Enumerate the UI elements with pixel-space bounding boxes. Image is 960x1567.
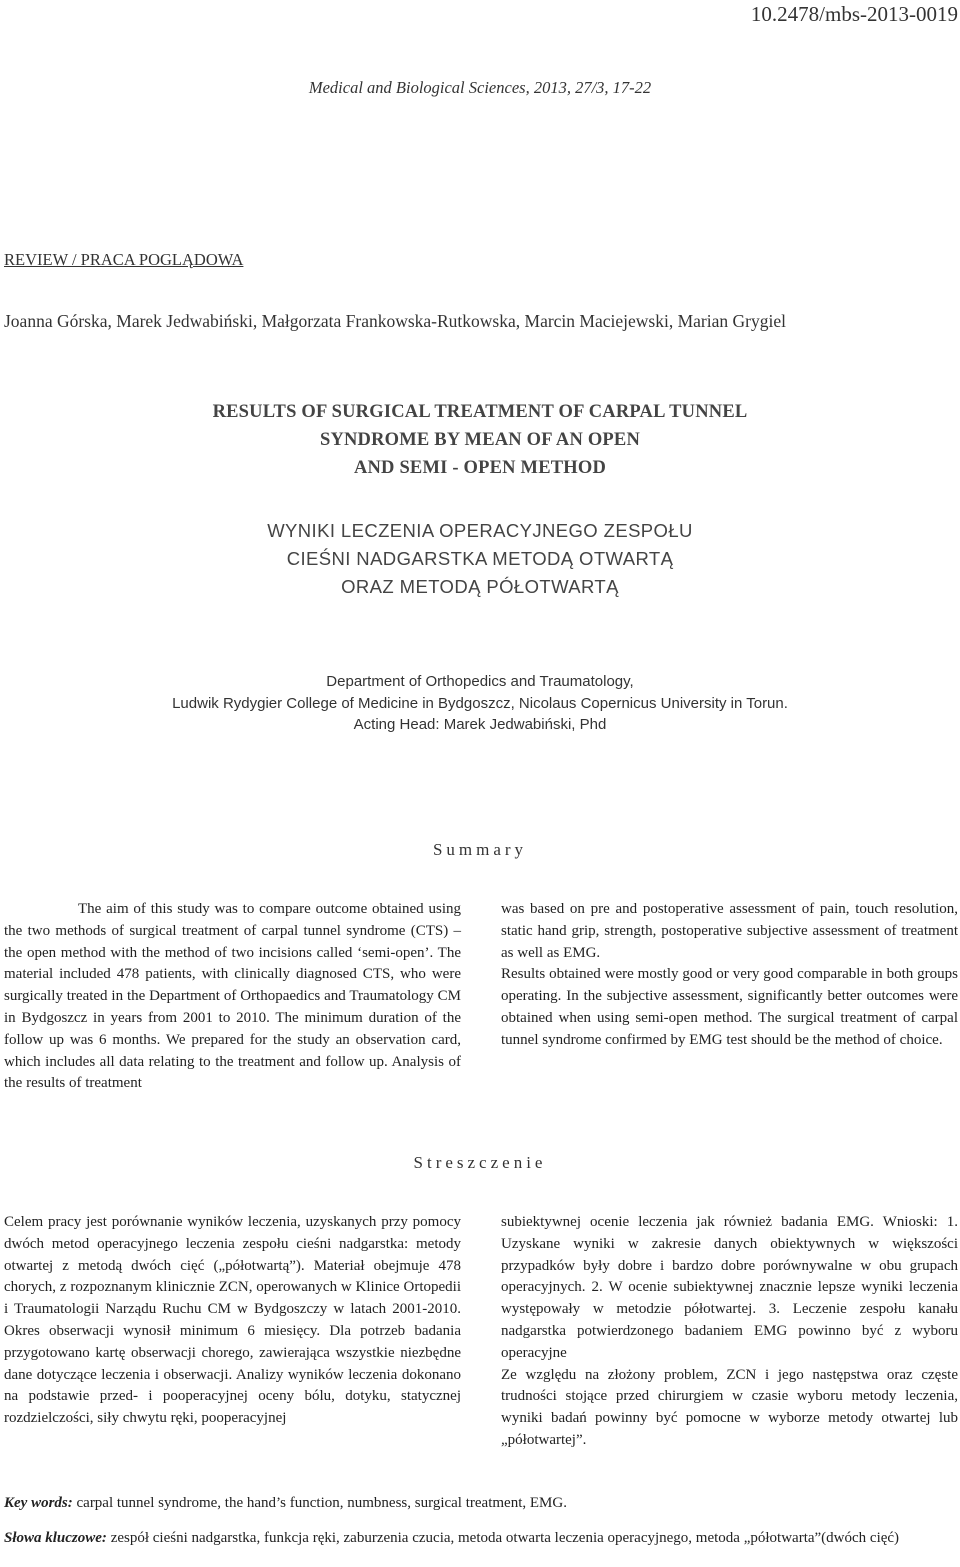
summary-heading: Summary: [432, 840, 528, 859]
summary-results-paragraph: Results obtained were mostly good or very good comparable in both groups operating. In the subjective assessment, significantly better outcomes were obtained when using semi-open method. The surgical treatment of carpal tunnel syndrome confirmed by EMG test should be the method of choice.: [501, 966, 958, 1048]
title-polish: [0, 517, 960, 601]
title-english: [0, 398, 960, 482]
title-pl-line-1: WYNIKI LECZENIA OPERACYJNEGO ZESPOŁU: [267, 520, 693, 541]
journal-citation: Medical and Biological Sciences, 2013, 27/3, 17-22: [308, 78, 652, 97]
title-en-line-1: RESULTS OF SURGICAL TREATMENT OF CARPAL TUNNEL: [212, 402, 748, 422]
affiliation-line-2: Ludwik Rydygier College of Medicine in Bydgoszcz, Nicolaus Copernicus University in Torun.: [172, 694, 788, 712]
affiliation-line-3: Acting Head: Marek Jedwabiński, Phd: [353, 716, 607, 733]
keywords: [4, 1493, 958, 1513]
streszczenie-closing-paragraph: Ze względu na złożony problem, ZCN i jego następstwa oraz częste trudności stojące przed chirurgiem w czasie wyboru metody leczenia, wyniki badań powinny być pomocne w wyborze metody otwartej lub „półotwartej”.: [501, 1366, 958, 1448]
keywords-text: carpal tunnel syndrome, the hand’s function, numbness, surgical treatment, EMG.: [72, 1495, 567, 1511]
summary-left-column: [4, 899, 461, 1095]
affiliation: [0, 671, 960, 736]
slowa-kluczowe-text: zespół cieśni nadgarstka, funkcja ręki, zaburzenia czucia, metoda otwarta leczenia operacyjnego, metoda „półotwarta”(dwóch cięć): [106, 1530, 900, 1546]
streszczenie-paragraph: Celem pracy jest porównanie wyników leczenia, uzyskanych przy pomocy dwóch metod operacyjnego leczenia zespołu cieśni nadgarstka: metody otwartej z metodą dwóch cięć („półotwartą”). Materiał obejmuje 478 chorych, z rozpoznanym klinicznie ZCN, operowanych w Klinice Ortopedii i Traumatologii Narządu Ruchu CM w Bydgoszczy w latach 2001-2010. Okres obserwacji wynosił minimum 6 miesięcy. Dla potrzeb badania przygotowano kartę obserwacji chorego, zawierająca wszystkie niezbędne dane dotyczące leczenia i obserwacji. Analizy wyników leczenia dokonano na podstawie przed- i pooperacyjnej oceny bólu, dotyku, statycznej rozdzielczości, siły chwytu ręki, pooperacyjnej: [4, 1214, 461, 1427]
title-pl-line-2: CIEŚNI NADGARSTKA METODĄ OTWARTĄ: [286, 548, 674, 569]
streszczenie-heading: Streszczenie: [413, 1153, 547, 1172]
article-type: REVIEW / PRACA POGLĄDOWA: [4, 250, 244, 269]
summary-paragraph: The aim of this study was to compare outcome obtained using the two methods of surgical treatment of carpal tunnel syndrome (CTS) – the open method with the method of two incisions called ‘semi-open’. The material included 478 patients, with clinically diagnosed CTS, who were surgically treated in the Department of Orthopaedics and Traumatology CM in Bydgoszcz in years from 2001 to 2010. The minimum duration of the follow up was 6 months. We prepared for the study an observation card, which includes all data relating to the treatment and follow up. Analysis of the results of treatment: [4, 901, 461, 1092]
slowa-kluczowe: [4, 1528, 958, 1548]
title-en-line-3: AND SEMI - OPEN METHOD: [353, 458, 607, 478]
authors: Joanna Górska, Marek Jedwabiński, Małgorzata Frankowska-Rutkowska, Marcin Maciejewski, Marian Grygiel: [4, 311, 786, 331]
title-en-line-2: SYNDROME BY MEAN OF AN OPEN: [319, 430, 641, 450]
streszczenie-paragraph-continued: subiektywnej ocenie leczenia jak również badania EMG. Wnioski: 1. Uzyskane wyniki w zakresie danych obiektywnych w większości przypadków były dobre i bardzo dobre porównywalne w obu grupach operacyjnych. 2. W ocenie subiektywnej znacznie lepsze wyniki leczenia występowały w metodzie półotwartej. 3. Leczenie zespołu kanału nadgarstka potwierdzonego badaniem EMG powinno być z wyboru operacyjne: [501, 1214, 958, 1361]
keywords-label: Key words:: [4, 1495, 73, 1511]
summary-paragraph-continued: was based on pre and postoperative assessment of pain, touch resolution, static hand grip, strength, postoperative subjective assessment of treatment as well as EMG.: [501, 901, 958, 961]
affiliation-line-1: Department of Orthopedics and Traumatology,: [326, 673, 634, 690]
title-pl-line-3: ORAZ METODĄ PÓŁOTWARTĄ: [341, 576, 619, 597]
summary-right-column: [501, 899, 958, 1052]
streszczenie-right-column: [501, 1212, 958, 1452]
streszczenie-left-column: [4, 1212, 461, 1430]
doi: 10.2478/mbs-2013-0019: [750, 2, 958, 26]
slowa-kluczowe-label: Słowa kluczowe:: [4, 1530, 107, 1546]
